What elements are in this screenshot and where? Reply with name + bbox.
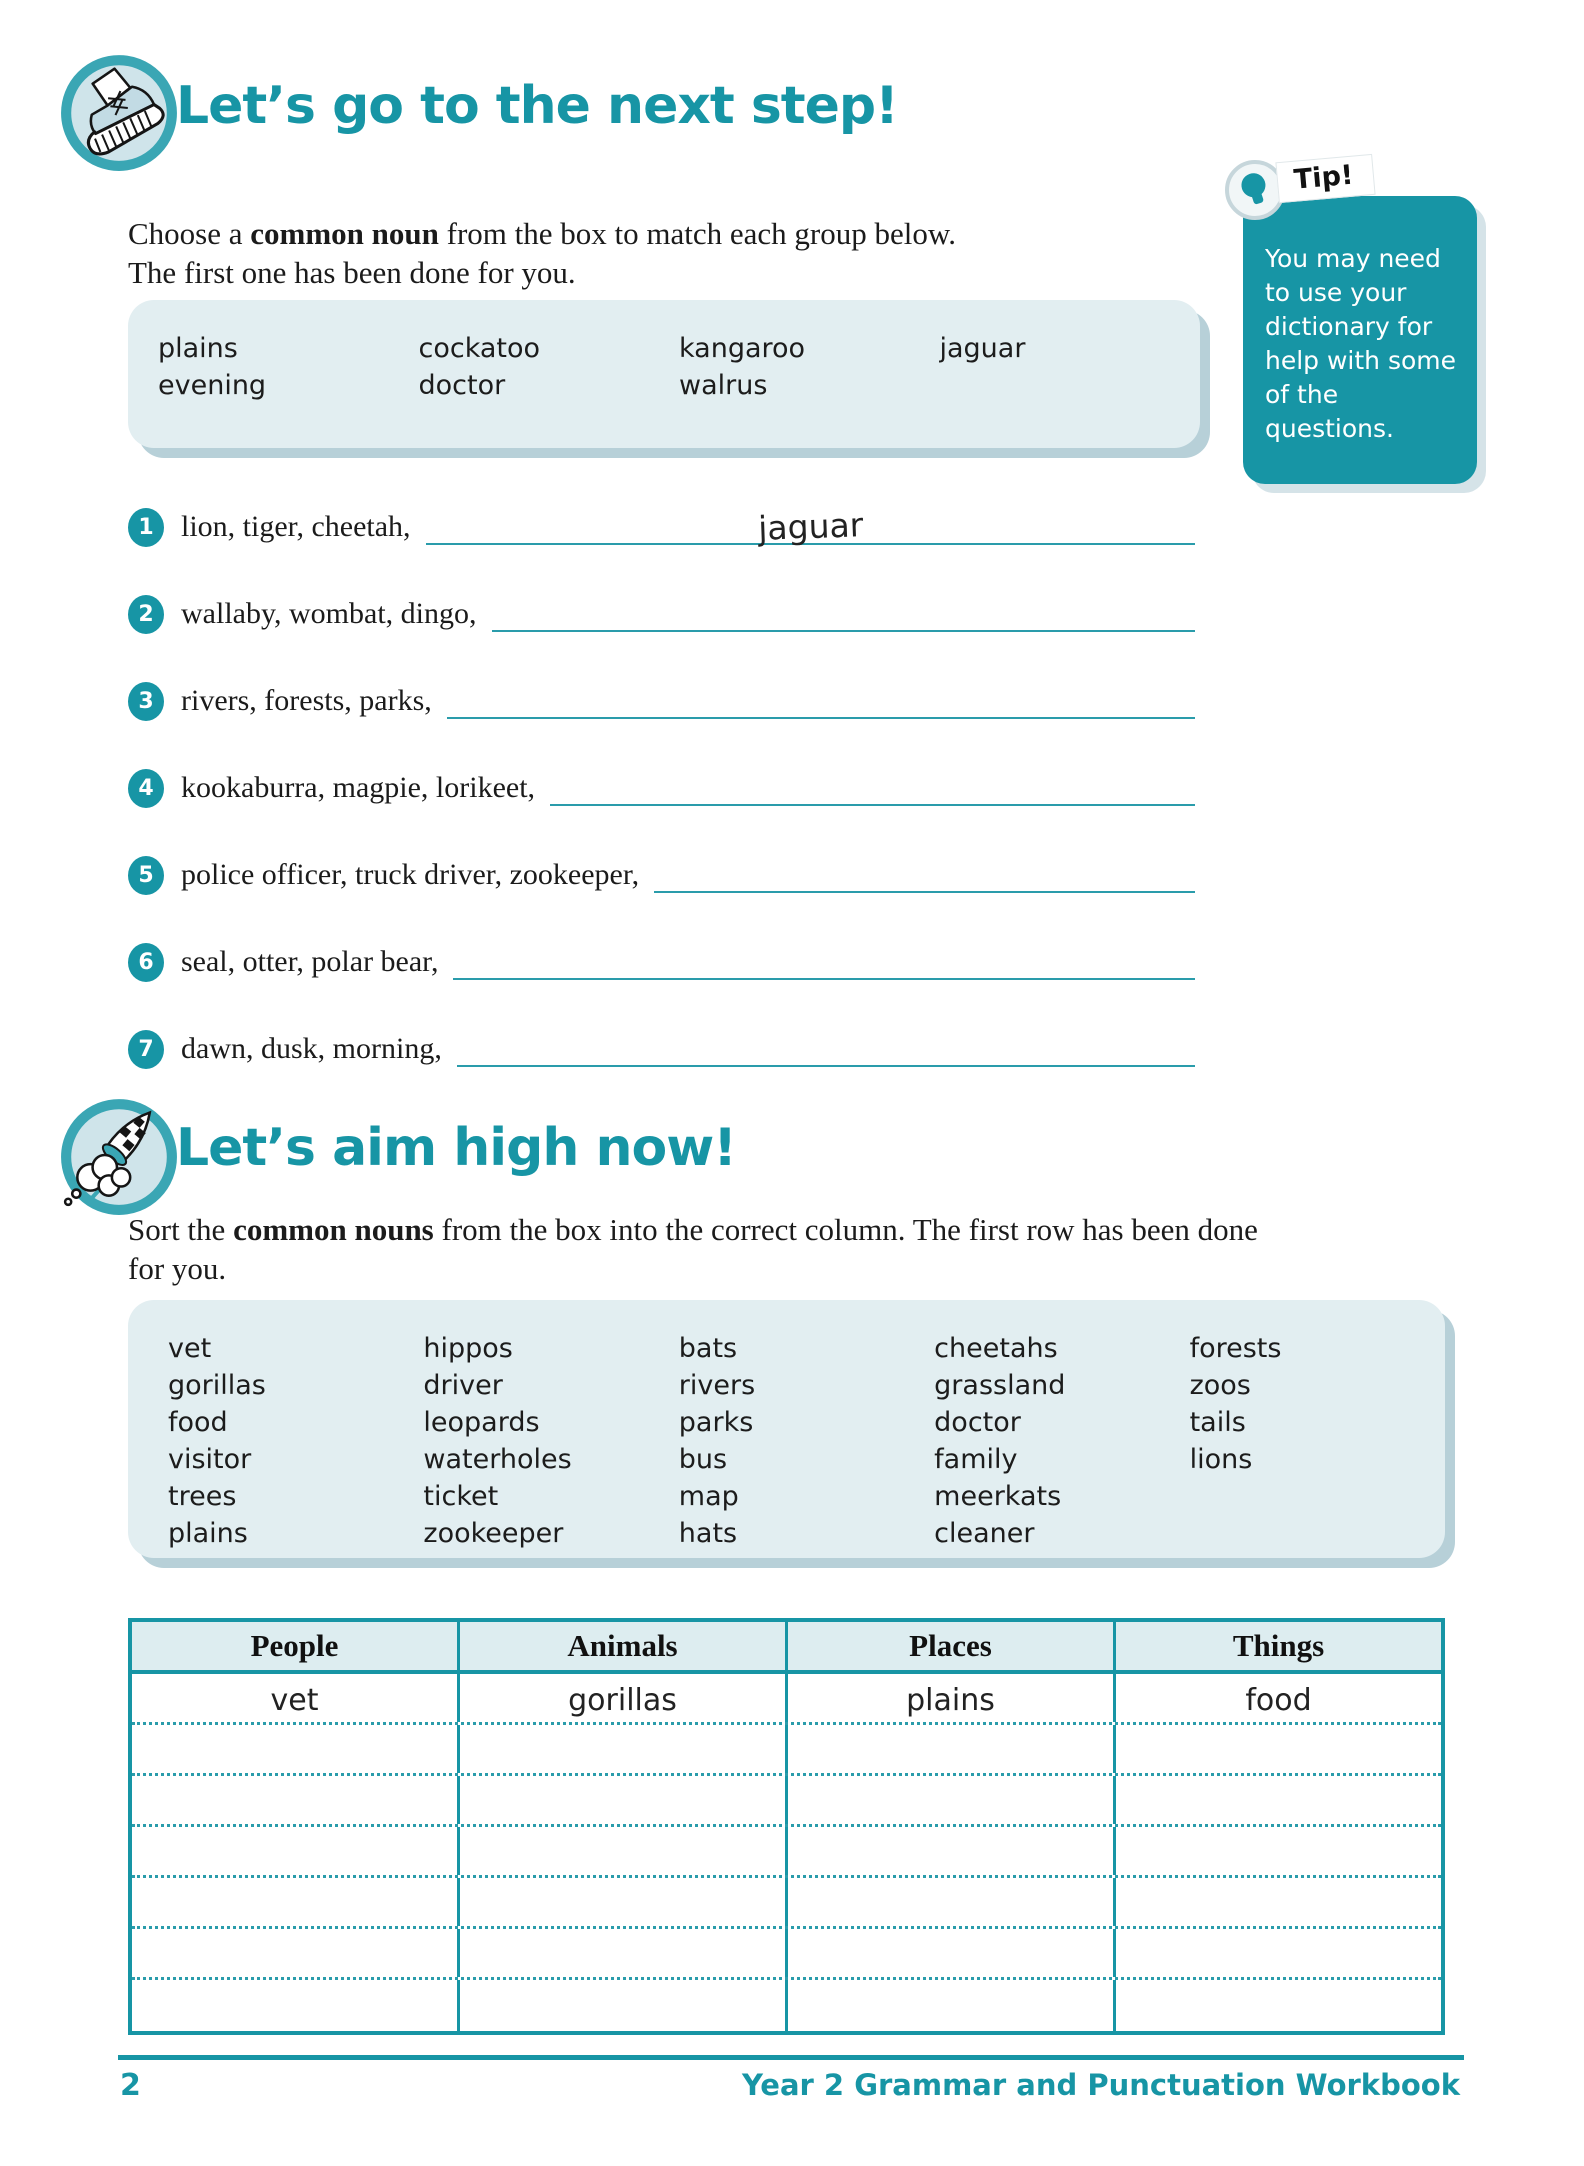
word: zoos [1189,1370,1251,1401]
question-text: kookaburra, magpie, lorikeet, [181,771,536,804]
instruction-bold-term: common noun [250,216,439,251]
instruction-text: Sort the [128,1212,234,1247]
answer-line[interactable] [426,505,1195,548]
instruction-text: from the box into the correct column. The first row has been done for you. [128,1212,1258,1286]
sorting-table [128,1618,1445,2035]
table-row [132,1725,1441,1776]
word-box-column [679,330,940,448]
word: plains [168,1518,248,1549]
tip-label: Tip! [1275,154,1376,203]
answer-line[interactable] [447,685,1195,719]
column-header: People [132,1622,460,1670]
word: map [678,1481,739,1512]
instruction-next-step [128,214,1228,292]
word: vet [168,1333,212,1364]
answer-line[interactable] [457,1033,1195,1067]
word-box-column [940,330,1201,448]
word: rivers [678,1370,756,1401]
word: parks [678,1407,754,1438]
page-number: 2 [120,2068,141,2103]
word: waterholes [423,1444,572,1475]
word: hats [678,1518,738,1549]
instruction-aim-high [128,1210,1258,1288]
table-cell-empty[interactable] [460,1980,788,2031]
question-text: lion, tiger, cheetah, [181,510,411,543]
word: jaguar [939,333,1026,364]
word: plains [158,333,238,364]
question-number-badge: 2 [128,595,164,634]
instruction-text-line2: The first one has been done for you. [128,255,576,290]
word: doctor [934,1407,1021,1438]
tip-callout [1243,159,1477,484]
word-box-sorting [128,1300,1445,1558]
handwritten-answer [454,968,1195,994]
table-row [132,1827,1441,1878]
table-cell-empty[interactable] [1116,1878,1441,1926]
boot-icon [58,48,180,174]
question-number-badge: 6 [128,943,164,982]
handwritten-answer [550,796,1195,819]
question-number-badge: 3 [128,682,164,721]
word-box-common-nouns [128,300,1200,448]
word-box-column [934,1330,1189,1558]
table-cell-empty[interactable] [460,1878,788,1926]
answer-line[interactable] [654,859,1195,893]
question-text: police officer, truck driver, zookeeper, [181,858,640,891]
table-cell-empty[interactable] [460,1725,788,1773]
table-cell-empty[interactable] [1116,1776,1441,1824]
section-title-aim-high: Let’s aim high now! [176,1118,736,1178]
answer-line[interactable] [550,772,1195,806]
word: visitor [168,1444,252,1475]
word: forests [1189,1333,1282,1364]
word: cheetahs [934,1333,1058,1364]
table-cell-empty[interactable] [788,1980,1116,2031]
question-text: dawn, dusk, morning, [181,1032,442,1065]
handwritten-answer [654,885,1195,904]
handwritten-answer [447,707,1195,733]
word: grassland [934,1370,1066,1401]
instruction-text: from the box to match each group below. [438,216,956,251]
table-row [132,1980,1441,2031]
table-cell-empty[interactable] [460,1827,788,1875]
instruction-bold-term: common nouns [233,1212,434,1247]
answer-line[interactable] [492,598,1195,632]
word: leopards [423,1407,540,1438]
word: walrus [679,370,768,401]
answer-line[interactable] [453,946,1195,980]
word: family [934,1444,1018,1475]
question-row [128,594,1195,634]
word: gorillas [168,1370,266,1401]
table-cell-empty[interactable] [788,1827,1116,1875]
table-cell-empty[interactable] [788,1725,1116,1773]
word-box-column [158,330,419,448]
word: ticket [423,1481,499,1512]
table-cell-empty[interactable] [460,1776,788,1824]
word: bus [678,1444,728,1475]
question-row [128,1029,1195,1069]
handwritten-answer: jaguar [757,505,864,548]
table-cell-empty[interactable] [1116,1827,1441,1875]
handwritten-answer: food [1245,1683,1312,1718]
word: meerkats [934,1481,1062,1512]
table-cell-empty[interactable] [132,1878,460,1926]
word: kangaroo [679,333,806,364]
table-cell-empty[interactable] [132,1980,460,2031]
table-cell-empty[interactable] [1116,1725,1441,1773]
question-row [128,507,1195,547]
table-cell-empty[interactable] [788,1929,1116,1977]
word: driver [423,1370,503,1401]
word-box-column [419,330,680,448]
column-header: Animals [460,1622,788,1670]
table-cell-empty[interactable] [132,1929,460,1977]
word: doctor [418,370,506,401]
question-row [128,681,1195,721]
table-header-row [132,1622,1441,1674]
instruction-text: Choose a [128,216,251,251]
question-row [128,942,1195,982]
word-box-column [1190,1330,1445,1558]
question-list [128,507,1195,1116]
handwritten-answer: gorillas [460,1674,788,1722]
table-cell-empty[interactable] [132,1776,460,1824]
handwritten-answer [457,1055,1195,1081]
word-box-column [679,1330,934,1558]
table-row [132,1929,1441,1980]
table-row [132,1674,1441,1725]
word-box-column [423,1330,678,1558]
table-cell-empty[interactable] [788,1776,1116,1824]
column-header: Things [1232,1628,1325,1663]
word: food [168,1407,228,1438]
word: zookeeper [423,1518,564,1549]
table-cell-empty[interactable] [132,1827,460,1875]
handwritten-answer: plains [788,1674,1116,1722]
question-number-badge: 4 [128,769,164,808]
table-cell-empty[interactable] [1116,1980,1441,2031]
question-number-badge: 1 [128,508,164,547]
word-box-column [168,1330,423,1558]
table-row [132,1878,1441,1929]
question-text: wallaby, wombat, dingo, [181,597,477,630]
tip-text: You may need to use your dictionary for help with some of the questions. [1265,244,1457,443]
section-title-next-step: Let’s go to the next step! [176,76,898,136]
table-cell-empty[interactable] [1116,1929,1441,1977]
question-number-badge: 5 [128,856,164,895]
handwritten-answer: vet [132,1674,460,1722]
handwritten-answer [492,621,1195,646]
footer-title: Year 2 Grammar and Punctuation Workbook [741,2068,1460,2102]
question-row [128,768,1195,808]
question-number-badge: 7 [128,1030,164,1069]
column-header: Places [788,1622,1116,1670]
word: lions [1189,1444,1253,1475]
word: cockatoo [418,333,541,364]
table-cell-empty[interactable] [460,1929,788,1977]
table-cell-empty[interactable] [132,1725,460,1773]
word: hippos [423,1333,513,1364]
word: evening [158,370,267,401]
question-text: seal, otter, polar bear, [181,945,439,978]
question-text: rivers, forests, parks, [181,684,432,717]
table-cell-empty[interactable] [788,1878,1116,1926]
word: trees [168,1481,237,1512]
table-row [132,1776,1441,1827]
footer-divider [118,2055,1464,2060]
word: tails [1189,1407,1246,1438]
word: cleaner [934,1518,1035,1549]
question-row [128,855,1195,895]
rocket-icon [58,1092,180,1218]
word: bats [678,1333,738,1364]
